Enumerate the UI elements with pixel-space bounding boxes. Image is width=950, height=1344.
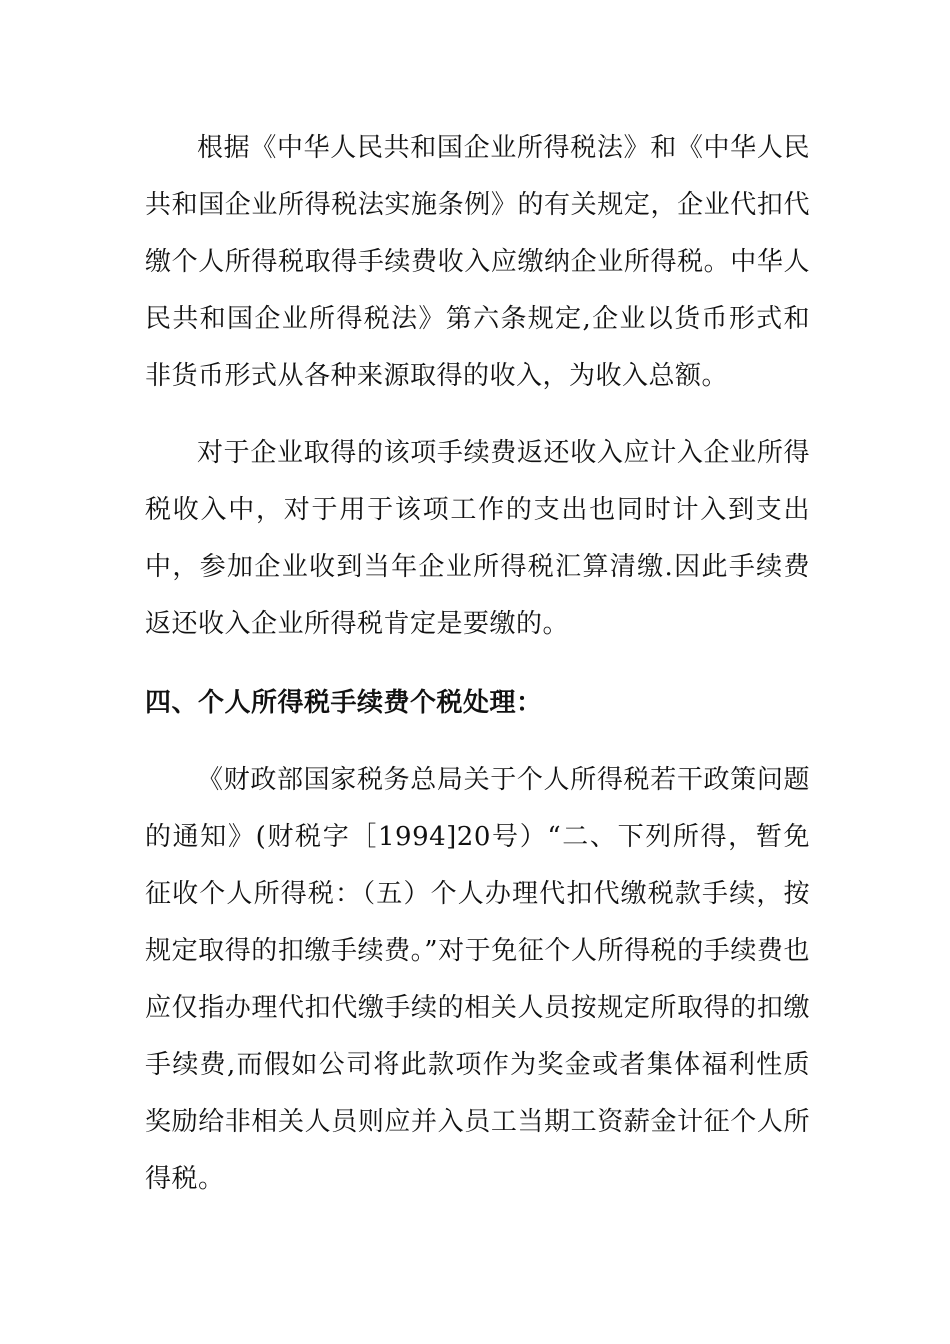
document-body	[145, 120, 810, 1208]
paragraph-enterprise-income-tax: 根据《中华人民共和国企业所得税法》和《中华人民共和国企业所得税法实施条例》的有关规定，企业代扣代缴个人所得税取得手续费收入应缴纳企业所得税。中华人民共和国企业所得税法》第六条规定,企业以货币形式和非货币形式从各种来源取得的收入，为收入总额。	[145, 133, 810, 391]
paragraph-fee-refund-income: 对于企业取得的该项手续费返还收入应计入企业所得税收入中，对于用于该项工作的支出也同时计入到支出中，参加企业收到当年企业所得税汇算清缴.因此手续费返还收入企业所得税肯定是要缴的。	[145, 438, 810, 639]
section-heading: 四、个人所得税手续费个税处理：	[145, 688, 543, 718]
paragraph-personal-income-tax: 《财政部国家税务总局关于个人所得税若干政策问题的通知》(财税字［1994]20号）“二、下列所得，暂免征收个人所得税：（五）个人办理代扣代缴税款手续，按规定取得的扣缴手续费。”对于免征个人所得税的手续费也应仅指办理代扣代缴手续的相关人员按规定所取得的扣缴手续费,而假如公司将此款项作为奖金或者集体福利性质奖励给非相关人员则应并入员工当期工资薪金计征个人所得税。	[145, 765, 810, 1194]
